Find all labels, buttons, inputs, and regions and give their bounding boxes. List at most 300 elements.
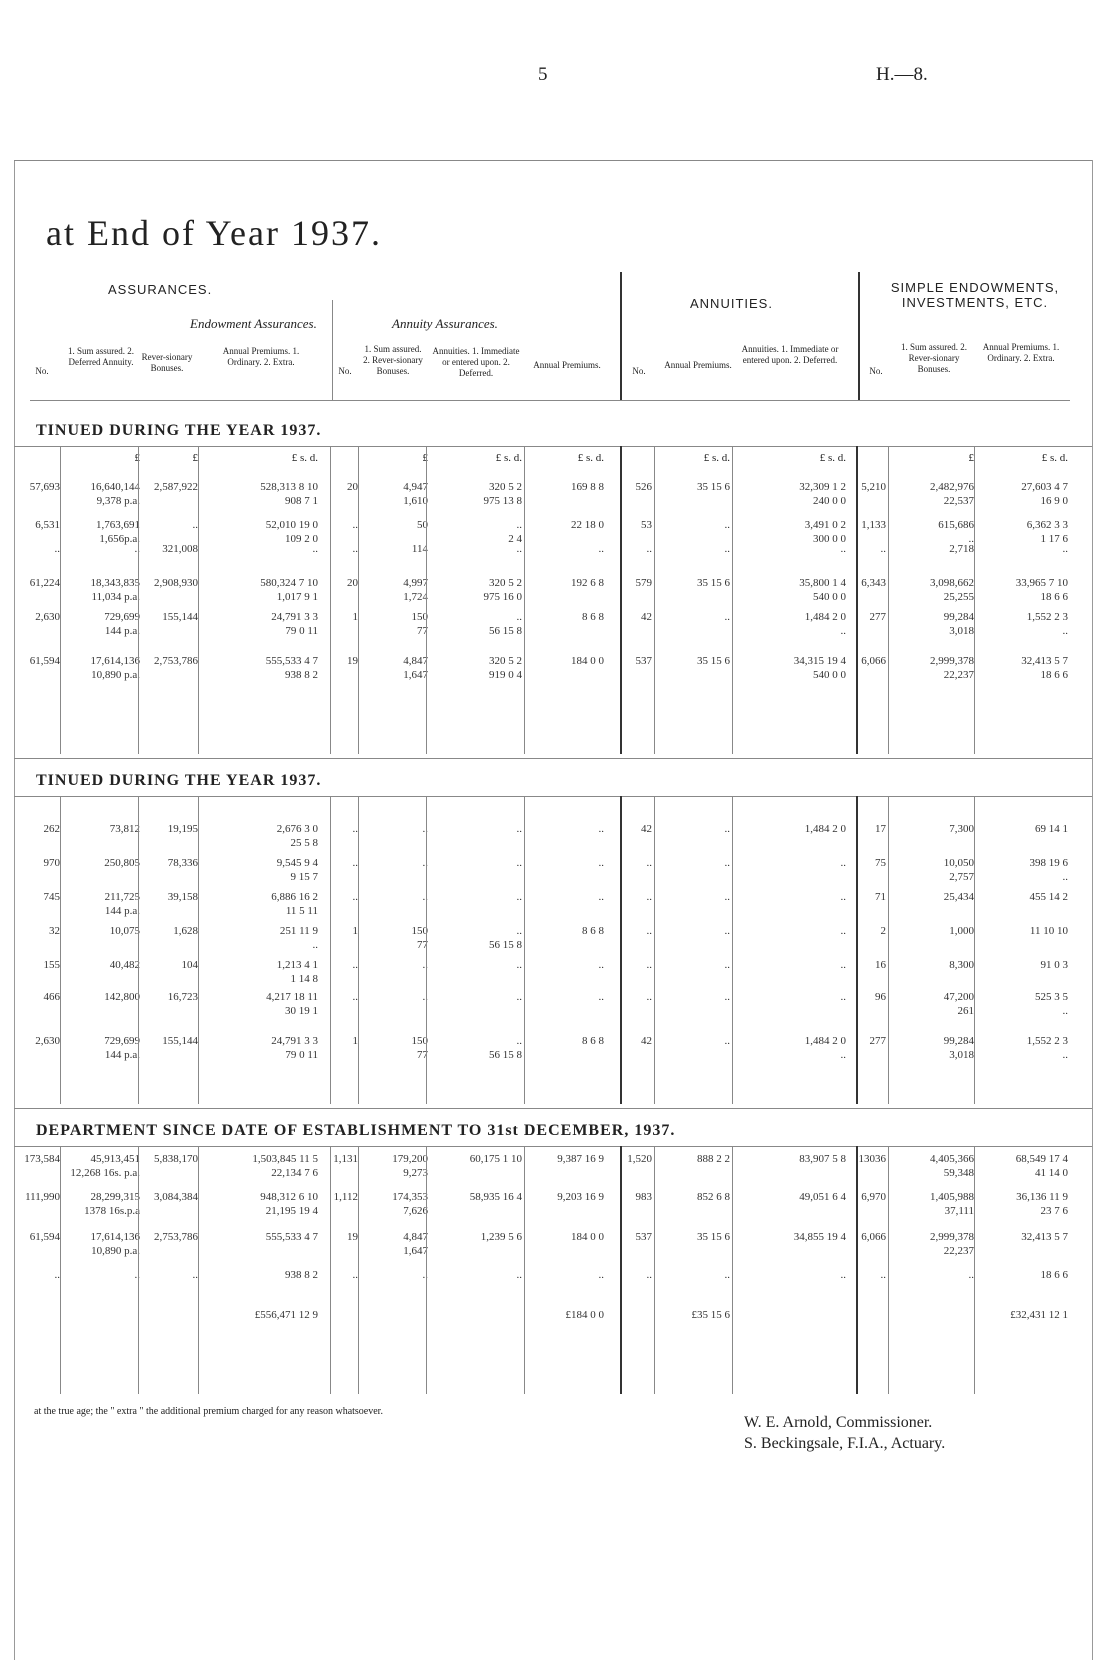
section-2-row-0-col-6: ..: [516, 823, 522, 835]
section-1-row-1-col-5: 50: [417, 519, 428, 531]
section-3-column-rule-1: [60, 1146, 61, 1394]
section-1-row-4-col-6: .. 56 15 8: [489, 611, 522, 637]
section-1-row-2-col-8: ..: [646, 543, 652, 555]
signature-actuary: S. Beckingsale, F.I.A., Actuary.: [744, 1435, 946, 1452]
section-2-column-rule-13: [974, 796, 975, 1104]
section-3-row-0-col-9: 888 2 2: [697, 1153, 730, 1165]
section-2-row-1-col-4: ..: [352, 857, 358, 869]
section-1-row-0-col-0: 57,693: [29, 481, 60, 493]
section-2-row-2-col-1: 211,725 144 p.a.: [104, 891, 140, 917]
section-3-title: DEPARTMENT SINCE DATE OF ESTABLISHMENT TO 31st DECEMBER, 1937.: [36, 1122, 676, 1139]
colhead-annual-premiums: Annual Premiums. 1. Ordinary. 2. Extra.: [222, 346, 300, 367]
section-2-column-rule-1: [60, 796, 61, 1104]
section-1-row-4-col-8: 42: [641, 611, 652, 623]
section-2-title: TINUED DURING THE YEAR 1937.: [36, 772, 322, 789]
section-1-row-2-col-7: ..: [598, 543, 604, 555]
section-1-row-4-col-13: 1,552 2 3 ..: [1026, 611, 1068, 637]
section-2-row-6-col-8: 42: [641, 1035, 652, 1047]
section-3-row-0-col-5: 179,200 9,273: [392, 1153, 428, 1179]
section-1-row-0-col-11: 5,210: [861, 481, 886, 493]
section-3-row-4-col-3: £556,471 12 9: [254, 1309, 318, 1321]
section-2-bottom-rule: [14, 1108, 1092, 1109]
section-2-row-0-col-0: 262: [43, 823, 60, 835]
section-3-column-rule-6: [426, 1146, 427, 1394]
section-1-column-rule-9: [654, 446, 655, 754]
section-1-row-5-col-2: 2,753,786: [154, 655, 198, 667]
section-2-column-rule-12: [888, 796, 889, 1104]
section-2-row-6-col-5: 150 77: [411, 1035, 428, 1061]
section-1-row-1-col-3: 52,010 19 0 109 2 0: [265, 519, 318, 545]
section-1-unit-4: £ s. d.: [495, 452, 522, 464]
section-3-row-3-col-5: ..: [422, 1269, 428, 1281]
section-2-row-1-col-13: 398 19 6 ..: [1029, 857, 1068, 883]
section-2-row-1-col-5: ..: [422, 857, 428, 869]
section-2-row-3-col-9: ..: [724, 925, 730, 937]
group-simple-endowments: SIMPLE ENDOWMENTS, INVESTMENTS, ETC.: [890, 280, 1060, 310]
section-2-row-5-col-1: 142,800: [104, 991, 140, 1003]
endowment-annuity-divider: [332, 300, 333, 400]
section-2-column-rule-4: [330, 796, 331, 1104]
section-1-row-5-col-13: 32,413 5 7 18 6 6: [1021, 655, 1068, 681]
section-2-row-0-col-1: 73,812: [109, 823, 140, 835]
section-3-row-1-col-10: 49,051 6 4: [799, 1191, 846, 1203]
section-2-row-4-col-2: 104: [181, 959, 198, 971]
section-1-row-5-col-1: 17,614,136 10,890 p.a.: [90, 655, 140, 681]
section-3-row-1-col-6: 58,935 16 4: [469, 1191, 522, 1203]
section-1-row-1-col-6: .. 2 4: [508, 519, 522, 545]
section-2-row-3-col-1: 10,075: [109, 925, 140, 937]
section-2-column-rule-11: [856, 796, 858, 1104]
section-1-row-4-col-5: 150 77: [411, 611, 428, 637]
section-3-row-0-col-6: 60,175 1 10: [469, 1153, 522, 1165]
section-2-row-2-col-7: ..: [598, 891, 604, 903]
section-2-row-1-col-6: ..: [516, 857, 522, 869]
section-3-row-1-col-9: 852 6 8: [697, 1191, 730, 1203]
section-1-column-rule-2: [138, 446, 139, 754]
section-2-row-5-col-10: ..: [840, 991, 846, 1003]
colhead-annuities-premiums: Annual Premiums.: [664, 360, 732, 370]
section-1-row-0-col-9: 35 15 6: [697, 481, 730, 493]
section-1-row-0-col-6: 320 5 2 975 13 8: [483, 481, 522, 507]
document-reference: H.—8.: [876, 64, 928, 85]
section-3-row-1-col-1: 28,299,315 1378 16s.p.a: [84, 1191, 140, 1217]
section-1-row-0-col-1: 16,640,144 9,378 p.a.: [90, 481, 140, 507]
section-2-row-5-col-3: 4,217 18 11 30 19 1: [266, 991, 318, 1017]
section-2-row-1-col-1: 250,805: [104, 857, 140, 869]
section-2-row-2-col-2: 39,158: [167, 891, 198, 903]
section-2-row-3-col-2: 1,628: [173, 925, 198, 937]
section-2-row-5-col-0: 466: [43, 991, 60, 1003]
section-1-unit-6: £ s. d.: [703, 452, 730, 464]
header-top-rule: [14, 160, 1092, 161]
section-2-row-5-col-11: 96: [875, 991, 886, 1003]
section-1-row-1-col-11: 1,133: [861, 519, 886, 531]
section-2-row-0-col-3: 2,676 3 0 25 5 8: [276, 823, 318, 849]
section-3-row-0-col-8: 1,520: [627, 1153, 652, 1165]
section-2-row-6-col-12: 99,284 3,018: [943, 1035, 974, 1061]
left-border: [14, 160, 15, 1660]
section-2-row-3-col-11: 2: [880, 925, 886, 937]
section-3-row-3-col-11: ..: [880, 1269, 886, 1281]
section-2-row-0-col-12: 7,300: [949, 823, 974, 835]
section-2-row-4-col-1: 40,482: [109, 959, 140, 971]
section-2-row-4-col-4: ..: [352, 959, 358, 971]
section-2-row-3-col-5: 150 77: [411, 925, 428, 951]
section-1-column-rule-7: [524, 446, 525, 754]
section-3-row-3-col-13: 18 6 6: [1040, 1269, 1068, 1281]
section-2-column-rule-7: [524, 796, 525, 1104]
section-1-bottom-rule: [14, 758, 1092, 759]
section-2-column-rule-9: [654, 796, 655, 1104]
section-3-row-3-col-1: ..: [134, 1269, 140, 1281]
section-2-row-4-col-13: 91 0 3: [1040, 959, 1068, 971]
section-1-row-1-col-8: 53: [641, 519, 652, 531]
section-2-row-2-col-0: 745: [43, 891, 60, 903]
section-1-row-5-col-0: 61,594: [29, 655, 60, 667]
section-1-row-4-col-1: 729,699 144 p.a.: [104, 611, 140, 637]
section-2-row-1-col-9: ..: [724, 857, 730, 869]
section-1-row-3-col-6: 320 5 2 975 16 0: [483, 577, 522, 603]
section-2-row-5-col-9: ..: [724, 991, 730, 1003]
section-1-row-0-col-2: 2,587,922: [154, 481, 198, 493]
section-3-row-3-col-12: ..: [968, 1269, 974, 1281]
section-3-row-3-col-6: ..: [516, 1269, 522, 1281]
section-1-row-1-col-1: 1,763,691 1,656p.a.: [96, 519, 140, 545]
section-1-unit-1: £: [192, 452, 198, 464]
section-1-row-5-col-7: 184 0 0: [571, 655, 604, 667]
section-1-row-4-col-7: 8 6 8: [582, 611, 604, 623]
section-1-row-3-col-12: 3,098,662 25,255: [930, 577, 974, 603]
section-1-row-3-col-10: 35,800 1 4 540 0 0: [799, 577, 846, 603]
section-3-row-0-col-11: 13036: [858, 1153, 886, 1165]
colhead-annuities-annuities: Annuities. 1. Immediate or entered upon. 2. Deferred.: [741, 344, 839, 365]
section-1-row-5-col-12: 2,999,378 22,237: [930, 655, 974, 681]
section-2-row-5-col-5: ..: [422, 991, 428, 1003]
section-1-row-3-col-2: 2,908,930: [154, 577, 198, 589]
group-annuities: ANNUITIES.: [690, 296, 773, 311]
section-2-row-6-col-6: .. 56 15 8: [489, 1035, 522, 1061]
colhead-annuity-no: No.: [338, 366, 352, 376]
section-3-row-3-col-7: ..: [598, 1269, 604, 1281]
section-1-row-2-col-12: 2,718: [949, 543, 974, 555]
section-1-column-rule-1: [60, 446, 61, 754]
section-3-row-1-col-3: 948,312 6 10 21,195 19 4: [260, 1191, 318, 1217]
section-2-row-6-col-1: 729,699 144 p.a.: [104, 1035, 140, 1061]
section-1-row-1-col-4: ..: [352, 519, 358, 531]
section-2-row-0-col-8: 42: [641, 823, 652, 835]
section-3-row-0-col-4: 1,131: [333, 1153, 358, 1165]
section-2-row-4-col-10: ..: [840, 959, 846, 971]
section-3-row-2-col-9: 35 15 6: [697, 1231, 730, 1243]
section-2-row-3-col-10: ..: [840, 925, 846, 937]
section-1-title: TINUED DURING THE YEAR 1937.: [36, 422, 322, 439]
section-2-row-6-col-13: 1,552 2 3 ..: [1026, 1035, 1068, 1061]
section-3-row-1-col-5: 174,353 7,626: [392, 1191, 428, 1217]
section-3-row-4-col-13: £32,431 12 1: [1010, 1309, 1068, 1321]
section-2-row-3-col-4: 1: [352, 925, 358, 937]
section-2-row-0-col-2: 19,195: [167, 823, 198, 835]
section-1-column-rule-5: [358, 446, 359, 754]
section-3-row-2-col-7: 184 0 0: [571, 1231, 604, 1243]
section-1-row-2-col-13: ..: [1062, 543, 1068, 555]
section-2-row-3-col-3: 251 11 9 ..: [279, 925, 318, 951]
section-3-row-3-col-2: ..: [192, 1269, 198, 1281]
section-3-row-1-col-12: 1,405,988 37,111: [930, 1191, 974, 1217]
section-2-row-2-col-13: 455 14 2: [1029, 891, 1068, 903]
section-3-row-2-col-4: 19: [347, 1231, 358, 1243]
section-1-unit-8: £: [968, 452, 974, 464]
colhead-annuities-no: No.: [632, 366, 646, 376]
section-2-row-4-col-11: 16: [875, 959, 886, 971]
section-3-row-0-col-1: 45,913,451 12,268 16s. p.a.: [70, 1153, 140, 1179]
section-2-row-0-col-5: ..: [422, 823, 428, 835]
section-1-row-5-col-5: 4,847 1,647: [403, 655, 428, 681]
section-2-row-4-col-12: 8,300: [949, 959, 974, 971]
section-1-row-5-col-11: 6,066: [861, 655, 886, 667]
section-2-row-2-col-6: ..: [516, 891, 522, 903]
section-1-row-0-col-3: 528,313 8 10 908 7 1: [260, 481, 318, 507]
right-border: [1092, 160, 1093, 1660]
section-2-row-4-col-8: ..: [646, 959, 652, 971]
section-2-row-2-col-3: 6,886 16 2 11 5 11: [271, 891, 318, 917]
section-3-row-1-col-4: 1,112: [333, 1191, 358, 1203]
section-1-row-3-col-5: 4,997 1,724: [403, 577, 428, 603]
section-1-unit-9: £ s. d.: [1041, 452, 1068, 464]
section-3-row-0-col-2: 5,838,170: [154, 1153, 198, 1165]
section-2-column-rule-8: [620, 796, 622, 1104]
section-2-row-0-col-4: ..: [352, 823, 358, 835]
section-2-row-4-col-5: ..: [422, 959, 428, 971]
section-2-row-0-col-11: 17: [875, 823, 886, 835]
colhead-no: No.: [35, 366, 49, 376]
annuities-divider: [620, 272, 622, 400]
section-2-row-1-col-11: 75: [875, 857, 886, 869]
section-2-row-4-col-7: ..: [598, 959, 604, 971]
section-3-row-0-col-10: 83,907 5 8: [799, 1153, 846, 1165]
section-1-column-rule-10: [732, 446, 733, 754]
section-3-row-0-col-13: 68,549 17 4 41 14 0: [1015, 1153, 1068, 1179]
section-1-row-4-col-4: 1: [352, 611, 358, 623]
section-2-row-6-col-10: 1,484 2 0 ..: [804, 1035, 846, 1061]
group-annuity: Annuity Assurances.: [392, 316, 498, 331]
section-1-unit-5: £ s. d.: [577, 452, 604, 464]
section-1-row-2-col-0: ..: [54, 543, 60, 555]
section-2-row-2-col-9: ..: [724, 891, 730, 903]
section-2-row-5-col-13: 525 3 5 ..: [1035, 991, 1068, 1017]
section-1-row-0-col-10: 32,309 1 2 240 0 0: [799, 481, 846, 507]
section-3-row-1-col-11: 6,970: [861, 1191, 886, 1203]
section-1-row-1-col-7: 22 18 0: [571, 519, 604, 531]
section-1-row-0-col-12: 2,482,976 22,537: [930, 481, 974, 507]
section-3-row-3-col-8: ..: [646, 1269, 652, 1281]
section-1-row-5-col-9: 35 15 6: [697, 655, 730, 667]
section-2-row-5-col-12: 47,200 261: [943, 991, 974, 1017]
section-2-row-6-col-11: 277: [869, 1035, 886, 1047]
section-1-row-4-col-10: 1,484 2 0 ..: [804, 611, 846, 637]
section-2-row-3-col-12: 1,000: [949, 925, 974, 937]
section-1-column-rule-11: [856, 446, 858, 754]
section-1-unit-2: £ s. d.: [291, 452, 318, 464]
section-3-row-3-col-0: ..: [54, 1269, 60, 1281]
section-1-rule: [14, 446, 1092, 447]
section-3-row-1-col-8: 983: [635, 1191, 652, 1203]
section-1-row-3-col-8: 579: [635, 577, 652, 589]
section-3-row-2-col-6: 1,239 5 6: [480, 1231, 522, 1243]
section-1-row-4-col-2: 155,144: [162, 611, 198, 623]
colhead-annuity-annuities: Annuities. 1. Immediate or entered upon. 2. Deferred.: [432, 346, 520, 378]
section-2-row-6-col-7: 8 6 8: [582, 1035, 604, 1047]
section-3-row-2-col-13: 32,413 5 7: [1021, 1231, 1068, 1243]
section-1-row-2-col-3: ..: [312, 543, 318, 555]
section-1-row-3-col-13: 33,965 7 10 18 6 6: [1015, 577, 1068, 603]
section-2-row-2-col-11: 71: [875, 891, 886, 903]
section-1-row-2-col-1: ..: [134, 543, 140, 555]
colhead-simple-sum: 1. Sum assured. 2. Rever-sionary Bonuses.: [901, 342, 967, 374]
section-1-row-1-col-12: 615,686 ..: [938, 519, 974, 545]
section-1-row-5-col-4: 19: [347, 655, 358, 667]
section-3-column-rule-13: [974, 1146, 975, 1394]
section-2-row-1-col-7: ..: [598, 857, 604, 869]
section-3-row-0-col-7: 9,387 16 9: [557, 1153, 604, 1165]
colhead-simple-premiums: Annual Premiums. 1. Ordinary. 2. Extra.: [982, 342, 1060, 363]
group-assurances: ASSURANCES.: [108, 282, 213, 297]
colhead-annuity-premiums: Annual Premiums.: [533, 360, 601, 370]
section-2-row-1-col-2: 78,336: [167, 857, 198, 869]
section-2-row-4-col-0: 155: [43, 959, 60, 971]
section-2-row-0-col-7: ..: [598, 823, 604, 835]
section-1-row-3-col-9: 35 15 6: [697, 577, 730, 589]
section-2-row-4-col-6: ..: [516, 959, 522, 971]
section-3-row-3-col-10: ..: [840, 1269, 846, 1281]
section-2-row-3-col-6: .. 56 15 8: [489, 925, 522, 951]
group-endowment: Endowment Assurances.: [190, 316, 317, 331]
section-2-column-rule-5: [358, 796, 359, 1104]
section-2-row-6-col-0: 2,630: [35, 1035, 60, 1047]
section-1-row-1-col-0: 6,531: [35, 519, 60, 531]
section-3-column-rule-2: [138, 1146, 139, 1394]
section-3-row-2-col-0: 61,594: [29, 1231, 60, 1243]
section-3-row-3-col-9: ..: [724, 1269, 730, 1281]
section-1-row-0-col-8: 526: [635, 481, 652, 493]
section-2-column-rule-2: [138, 796, 139, 1104]
section-2-row-1-col-8: ..: [646, 857, 652, 869]
section-1-unit-3: £: [422, 452, 428, 464]
section-2-row-5-col-8: ..: [646, 991, 652, 1003]
section-3-row-1-col-2: 3,084,384: [154, 1191, 198, 1203]
section-1-row-2-col-9: ..: [724, 543, 730, 555]
section-1-row-5-col-3: 555,533 4 7 938 8 2: [265, 655, 318, 681]
section-2-row-2-col-10: ..: [840, 891, 846, 903]
section-3-row-0-col-0: 173,584: [24, 1153, 60, 1165]
section-3-rule: [14, 1146, 1092, 1147]
section-2-row-6-col-2: 155,144: [162, 1035, 198, 1047]
section-1-row-1-col-2: ..: [192, 519, 198, 531]
section-2-row-1-col-0: 970: [43, 857, 60, 869]
section-2-row-2-col-5: ..: [422, 891, 428, 903]
header-bottom-rule: [30, 400, 1070, 401]
section-3-row-2-col-11: 6,066: [861, 1231, 886, 1243]
section-1-row-1-col-13: 6,362 3 3 1 17 6: [1026, 519, 1068, 545]
section-1-row-3-col-0: 61,224: [29, 577, 60, 589]
section-1-row-0-col-5: 4,947 1,610: [403, 481, 428, 507]
page-title: at End of Year 1937.: [46, 213, 382, 253]
section-3-column-rule-9: [654, 1146, 655, 1394]
section-3-column-rule-5: [358, 1146, 359, 1394]
section-3-row-2-col-2: 2,753,786: [154, 1231, 198, 1243]
section-3-row-1-col-7: 9,203 16 9: [557, 1191, 604, 1203]
section-1-row-4-col-9: ..: [724, 611, 730, 623]
section-1-row-4-col-3: 24,791 3 3 79 0 11: [271, 611, 318, 637]
section-2-row-2-col-8: ..: [646, 891, 652, 903]
section-1-row-5-col-6: 320 5 2 919 0 4: [489, 655, 522, 681]
section-2-row-4-col-3: 1,213 4 1 1 14 8: [276, 959, 318, 985]
section-2-column-rule-10: [732, 796, 733, 1104]
section-3-row-2-col-1: 17,614,136 10,890 p.a.: [90, 1231, 140, 1257]
section-1-row-5-col-10: 34,315 19 4 540 0 0: [793, 655, 846, 681]
section-3-row-4-col-7: £184 0 0: [565, 1309, 604, 1321]
section-1-unit-0: £: [134, 452, 140, 464]
page-number: 5: [538, 64, 548, 85]
section-1-column-rule-8: [620, 446, 622, 754]
section-2-row-0-col-10: 1,484 2 0: [804, 823, 846, 835]
section-2-row-3-col-0: 32: [49, 925, 60, 937]
section-1-row-0-col-13: 27,603 4 7 16 9 0: [1021, 481, 1068, 507]
section-2-row-0-col-13: 69 14 1: [1035, 823, 1068, 835]
section-3-row-2-col-10: 34,855 19 4: [793, 1231, 846, 1243]
section-1-row-3-col-3: 580,324 7 10 1,017 9 1: [260, 577, 318, 603]
section-1-row-0-col-4: 20: [347, 481, 358, 493]
section-2-row-3-col-7: 8 6 8: [582, 925, 604, 937]
section-3-column-rule-3: [198, 1146, 199, 1394]
section-3-row-1-col-13: 36,136 11 9 23 7 6: [1016, 1191, 1068, 1217]
section-2-row-6-col-3: 24,791 3 3 79 0 11: [271, 1035, 318, 1061]
simple-divider: [858, 272, 860, 400]
section-3-column-rule-10: [732, 1146, 733, 1394]
colhead-simple-no: No.: [869, 366, 883, 376]
section-3-row-2-col-12: 2,999,378 22,237: [930, 1231, 974, 1257]
section-3-row-2-col-8: 537: [635, 1231, 652, 1243]
section-1-row-1-col-9: ..: [724, 519, 730, 531]
section-3-column-rule-12: [888, 1146, 889, 1394]
section-1-row-2-col-2: 321,008: [162, 543, 198, 555]
section-2-row-4-col-9: ..: [724, 959, 730, 971]
section-1-row-3-col-1: 18,343,835 11,034 p.a.: [90, 577, 140, 603]
section-3-row-4-col-9: £35 15 6: [691, 1309, 730, 1321]
section-1-row-2-col-11: ..: [880, 543, 886, 555]
section-3-column-rule-8: [620, 1146, 622, 1394]
section-3-row-3-col-3: 938 8 2: [285, 1269, 318, 1281]
section-1-row-4-col-12: 99,284 3,018: [943, 611, 974, 637]
section-3-column-rule-11: [856, 1146, 858, 1394]
section-1-column-rule-4: [330, 446, 331, 754]
section-3-row-2-col-3: 555,533 4 7: [265, 1231, 318, 1243]
section-1-row-2-col-4: ..: [352, 543, 358, 555]
section-1-column-rule-6: [426, 446, 427, 754]
footnote: at the true age; the " extra " the additional premium charged for any reason whatsoever.: [34, 1406, 383, 1417]
section-2-row-2-col-12: 25,434: [943, 891, 974, 903]
section-2-column-rule-3: [198, 796, 199, 1104]
section-1-row-5-col-8: 537: [635, 655, 652, 667]
section-2-row-3-col-8: ..: [646, 925, 652, 937]
section-1-row-4-col-0: 2,630: [35, 611, 60, 623]
section-1-row-2-col-10: ..: [840, 543, 846, 555]
section-2-row-2-col-4: ..: [352, 891, 358, 903]
section-2-row-5-col-4: ..: [352, 991, 358, 1003]
colhead-reversionary-bonuses: Rever-sionary Bonuses.: [141, 352, 193, 373]
section-1-row-3-col-11: 6,343: [861, 577, 886, 589]
section-3-row-3-col-4: ..: [352, 1269, 358, 1281]
section-2-row-6-col-4: 1: [352, 1035, 358, 1047]
